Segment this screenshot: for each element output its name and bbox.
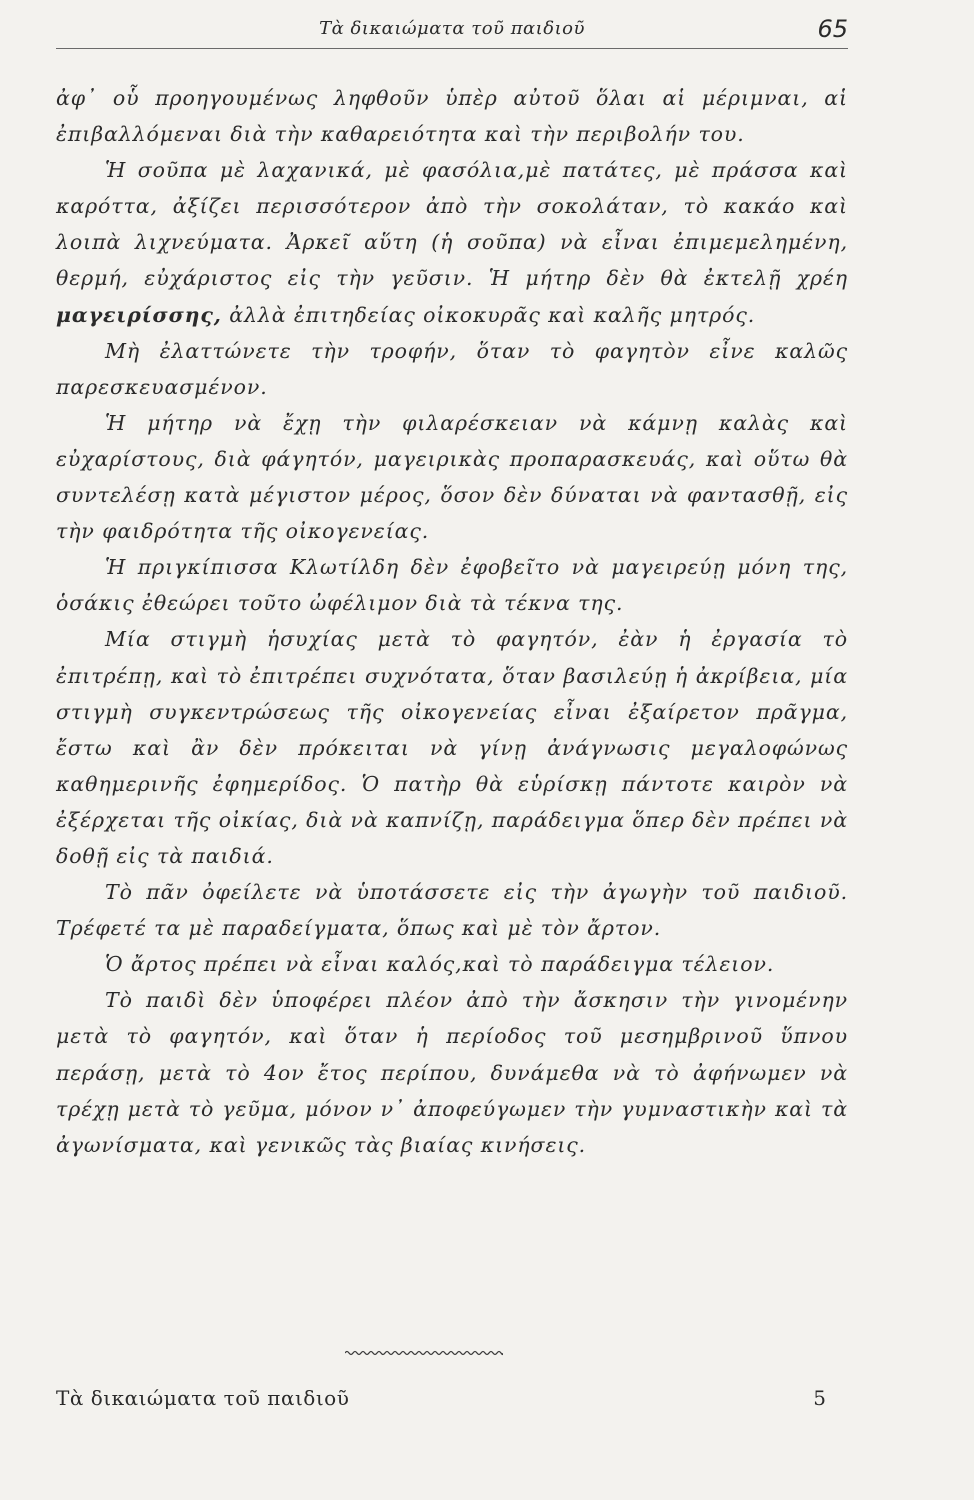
paragraph-food (56, 333, 848, 405)
paragraph-text: Μὴ ἐλαττώνετε τὴν τροφήν, ὅταν τὸ φαγητὸν εἶνε καλῶς παρεσκευασμένον. (56, 338, 848, 399)
paragraph-text: ἀφ᾽ οὗ προηγουμένως ληφθοῦν ὑπὲρ αὐτοῦ ὅλαι αἱ μέριμναι, αἱ ἐπιβαλλόμεναι διὰ τὴν καθαρειότητα καὶ τὴν περιβολήν του. (56, 86, 848, 147)
paragraph-upbringing (56, 874, 848, 946)
paragraph-mother (56, 405, 848, 549)
running-title: Τὰ δικαιώματα τοῦ παιδιοῦ (319, 18, 585, 39)
paragraph-text: Ἡ πριγκίπισσα Κλωτίλδη δὲν ἐφοβεῖτο νὰ μαγειρεύῃ μόνη της, ὁσάκις ἐθεώρει τοῦτο ὠφέλιμον διὰ τὰ τέκνα της. (56, 555, 848, 616)
wavy-rule-ornament (345, 1349, 503, 1357)
paragraph-text: Ὁ ἄρτος πρέπει νὰ εἶναι καλός,καὶ τὸ παράδειγμα τέλειον. (105, 952, 775, 977)
paragraph-continuation (56, 80, 848, 152)
paragraph-text: Ἡ μήτηρ νὰ ἔχῃ τὴν φιλαρέσκειαν νὰ κάμνῃ καλὰς καὶ εὐχαρίστους, διὰ φάγητόν, μαγειρικὰς προπαρασκευάς, καὶ οὕτω θὰ συντελέσῃ κατὰ μέγιστον μέρος, ὅσον δὲν δύναται νὰ φαντασθῇ, εἰς τὴν φαιδρότητα τῆς οἰκογενείας. (56, 410, 848, 544)
paragraph-text: ἀλλὰ ἐπιτηδείας οἰκοκυρᾶς καὶ καλῆς μητρός. (221, 302, 756, 327)
emphasized-word: μαγειρίσσης, (56, 302, 222, 327)
paragraph-exercise (56, 982, 848, 1162)
paragraph-text: Μία στιγμὴ ἡσυχίας μετὰ τὸ φαγητόν, ἐὰν ἡ ἐργασία τὸ ἐπιτρέπῃ, καὶ τὸ ἐπιτρέπει συχνότατα, ὅταν βασιλεύῃ ἡ ἀκρίβεια, μία στιγμὴ συγκεντρώσεως τῆς οἰκογενείας εἶναι ἐξαίρετον πρᾶγμα, ἔστω καὶ ἂν δὲν πρόκειται νὰ γίνῃ ἀνάγνωσις μεγαλοφώνως καθημερινῆς ἐφημερίδος. Ὁ πατὴρ θὰ εὑρίσκῃ πάντοτε καιρὸν νὰ ἐξέρχεται τῆς οἰκίας, διὰ νὰ καπνίζῃ, παράδειγμα ὅπερ δὲν πρέπει νὰ δοθῇ εἰς τὰ παιδιά. (56, 627, 848, 868)
paragraph-soup (56, 152, 848, 332)
footer-book-title: Τὰ δικαιώματα τοῦ παιδιοῦ (56, 1386, 350, 1410)
paragraph-text: Ἡ σοῦπα μὲ λαχανικά, μὲ φασόλια,μὲ πατάτες, μὲ πράσσα καὶ καρόττα, ἀξίζει περισσότερον ἀπὸ τὴν σοκολάταν, τὸ κακάο καὶ λοιπὰ λιχνεύματα. Ἀρκεῖ αὕτη (ἡ σοῦπα) νὰ εἶναι ἐπιμεμελημένη, θερμή, εὐχάριστος εἰς τὴν γεῦσιν. Ἡ μήτηρ δὲν θὰ ἐκτελῇ χρέη (56, 158, 848, 291)
paragraph-family-rest (56, 621, 848, 874)
paragraph-text: Τὸ παιδὶ δὲν ὑποφέρει πλέον ἀπὸ τὴν ἄσκησιν τὴν γινομένην μετὰ τὸ φαγητόν, καὶ ὅταν ἡ περίοδος τοῦ μεσημβρινοῦ ὕπνου περάσῃ, μετὰ τὸ 4ον ἔτος περίπου, δυνάμεθα νὰ τὸ ἀφήνωμεν νὰ τρέχῃ μετὰ τὸ γεῦμα, μόνον ν᾽ ἀποφεύγωμεν τὴν γυμναστικὴν καὶ τὰ ἀγωνίσματα, καὶ γενικῶς τὰς βιαίας κινήσεις. (56, 988, 848, 1157)
page-number: 65 (817, 15, 848, 43)
paragraph-text: Τὸ πᾶν ὀφείλετε νὰ ὑποτάσσετε εἰς τὴν ἀγωγὴν τοῦ παιδιοῦ. Τρέφετέ τα μὲ παραδείγματα, ὅπως καὶ μὲ τὸν ἄρτον. (56, 880, 848, 941)
paragraph-princess (56, 549, 848, 621)
paragraph-bread (56, 946, 848, 982)
running-header (56, 14, 848, 49)
signature-mark: 5 (813, 1386, 826, 1410)
body-text (56, 80, 848, 1163)
